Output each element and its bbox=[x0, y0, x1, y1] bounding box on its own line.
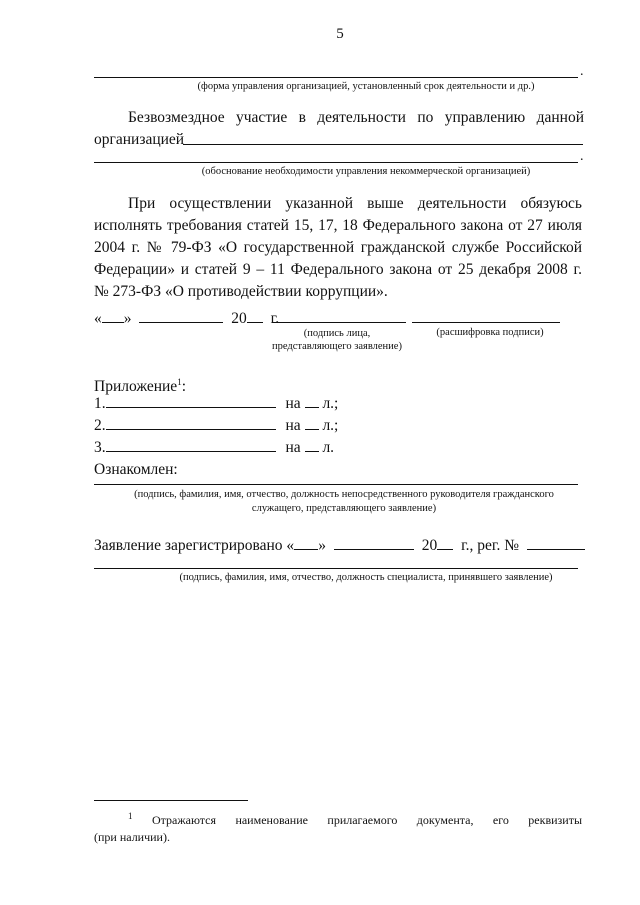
reg-number-blank[interactable] bbox=[527, 536, 585, 550]
month-blank[interactable] bbox=[139, 309, 223, 323]
date-open-quote: « bbox=[94, 310, 102, 327]
obligation-line: При осуществлении указанной выше деятельности обязуюсь bbox=[128, 195, 582, 212]
page-number: 5 bbox=[336, 26, 344, 42]
day-blank[interactable] bbox=[102, 309, 124, 323]
reg-day-blank[interactable] bbox=[294, 536, 318, 550]
obligation-line: 2004 г. № 79-ФЗ «О государственной гражданской службе Российской bbox=[94, 239, 582, 256]
sheets-count-blank[interactable] bbox=[305, 438, 319, 452]
supervisor-caption: (подпись, фамилия, имя, отчество, должность непосредственного руководителя гражданского служащего, представляющего заявление) bbox=[134, 489, 554, 514]
decoding-caption: (расшифровка подписи) bbox=[436, 327, 544, 338]
footnote-separator bbox=[94, 800, 248, 801]
specialist-caption: (подпись, фамилия, имя, отчество, должность специалиста, принявшего заявление) bbox=[179, 572, 553, 583]
specialist-signature-line[interactable] bbox=[94, 568, 578, 569]
attachment-item: 3. на л. bbox=[94, 439, 335, 456]
footnote: $^1$ Отражаются наименование прилагаемого документа, его реквизиты (при наличии). bbox=[94, 811, 583, 844]
footnote-number: 1 bbox=[128, 811, 133, 821]
justification-line bbox=[94, 162, 578, 163]
obligation-line: № 273-ФЗ «О противодействии коррупции». bbox=[94, 283, 388, 300]
form-management-line bbox=[94, 77, 578, 78]
date-close-quote: » bbox=[123, 310, 132, 327]
attachment-name-blank[interactable] bbox=[106, 438, 276, 452]
obligation-paragraph bbox=[94, 193, 582, 303]
year-prefix: 20 bbox=[231, 310, 247, 327]
line-period: . bbox=[580, 149, 584, 164]
sheets-count-blank[interactable] bbox=[305, 394, 319, 408]
signature-caption: (подпись лица, представляющего заявление) bbox=[272, 328, 402, 352]
attachment-item: 2. на л.; bbox=[94, 417, 339, 434]
attachments-title: Приложение$^1$: bbox=[94, 377, 187, 396]
reg-year-blank[interactable] bbox=[437, 536, 453, 550]
participation-line-1: Безвозмездное участие в деятельности по управлению данной bbox=[128, 109, 584, 126]
obligation-line: Федерации» и статей 9 – 11 Федерального закона от 25 декабря 2008 г. bbox=[94, 261, 582, 278]
supervisor-signature-line[interactable] bbox=[94, 484, 578, 485]
acquainted-label: Ознакомлен: bbox=[94, 461, 178, 478]
reg-month-blank[interactable] bbox=[334, 536, 414, 550]
signature-line[interactable] bbox=[272, 322, 406, 323]
decoding-line[interactable] bbox=[412, 322, 560, 323]
participation-line-2: организацией bbox=[94, 131, 185, 148]
sheets-count-blank[interactable] bbox=[305, 416, 319, 430]
attachment-name-blank[interactable] bbox=[106, 416, 276, 430]
year-suffix: г. bbox=[270, 310, 280, 327]
organization-line bbox=[183, 144, 583, 145]
line-period: . bbox=[580, 64, 584, 79]
justification-caption: (обоснование необходимости управления некоммерческой организацией) bbox=[201, 166, 531, 177]
attachment-item: 1. на л.; bbox=[94, 395, 339, 412]
registration-row: Заявление зарегистрировано « » 20 г., рег. № bbox=[94, 535, 585, 557]
footnote-mark: 1 bbox=[177, 377, 182, 387]
footnote-line-2: (при наличии). bbox=[94, 830, 170, 844]
obligation-line: исполнять требования статей 15, 17, 18 Федерального закона от 27 июля bbox=[94, 217, 582, 234]
form-management-caption: (форма управления организацией, установленный срок деятельности и др.) bbox=[197, 81, 535, 92]
signature-row bbox=[94, 308, 279, 330]
year-blank[interactable] bbox=[247, 309, 263, 323]
attachment-name-blank[interactable] bbox=[106, 394, 276, 408]
